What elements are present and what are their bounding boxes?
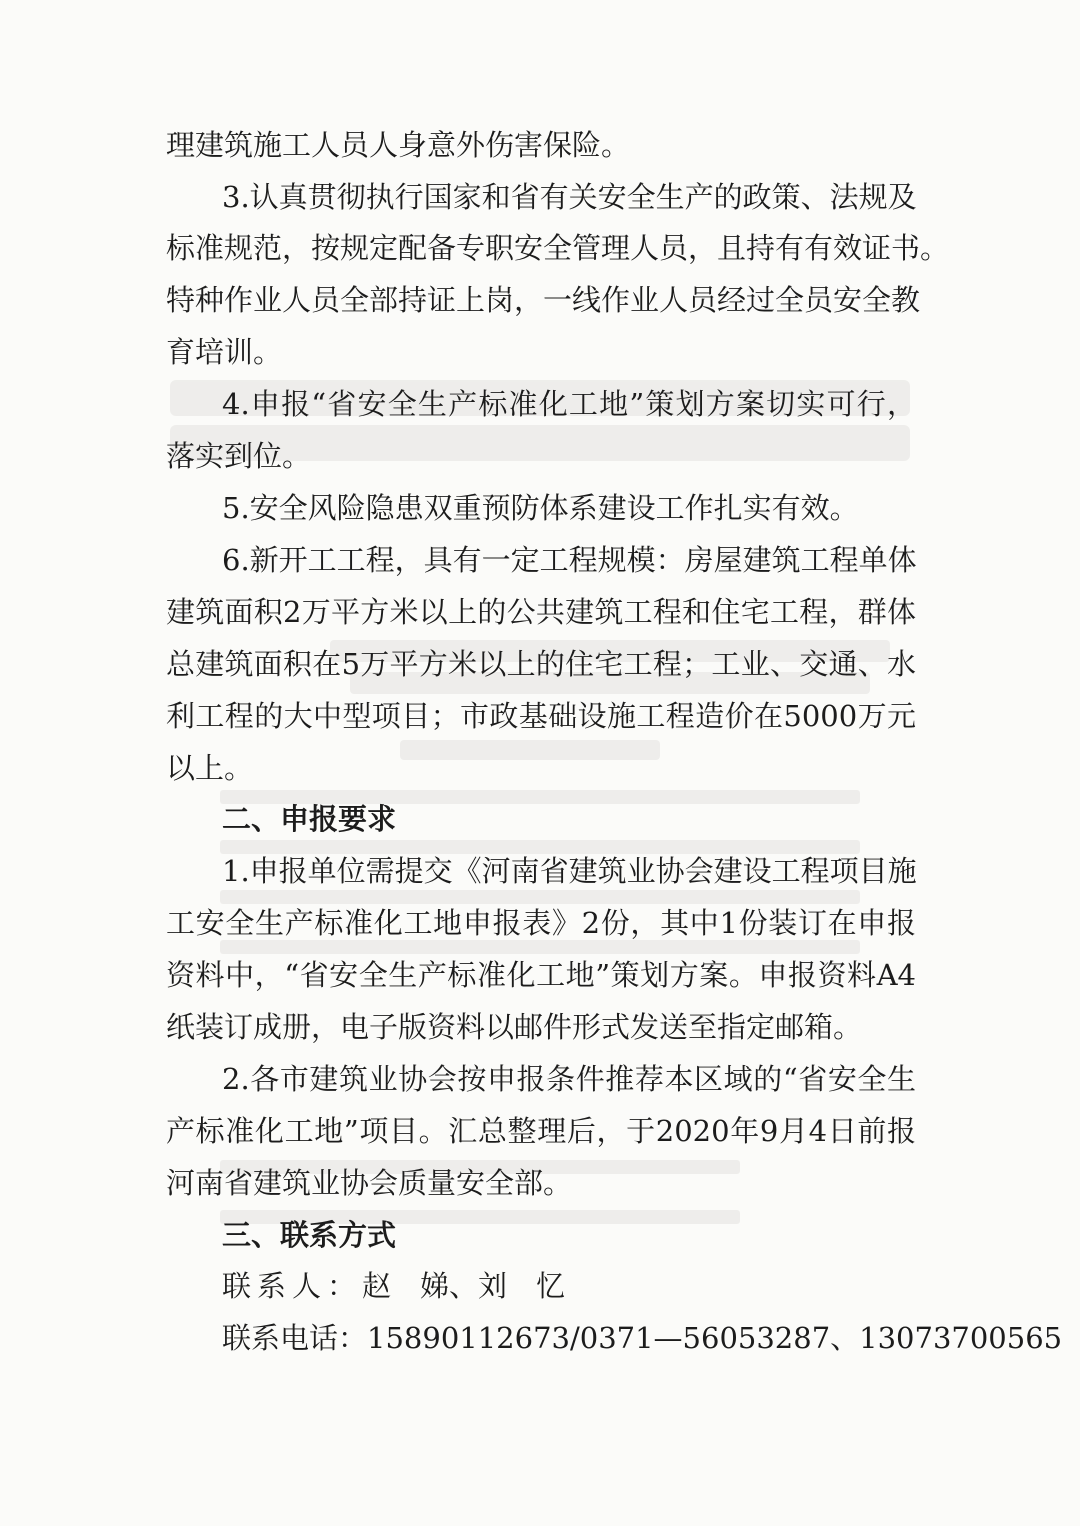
body-line-6: 4.申报“省安全生产标准化工地”策划方案切实可行， xyxy=(222,387,916,421)
contact-phone-value: 15890112673/0371—56053287、13073700565 xyxy=(367,1321,1063,1355)
contact-phone-line xyxy=(222,1320,1063,1356)
body-line-3: 标准规范，按规定配备专职安全管理人员，且持有有效证书。 xyxy=(166,231,950,265)
body-line-19: 2.各市建筑业协会按申报条件推荐本区域的“省安全生 xyxy=(222,1062,916,1096)
body-line-16: 工安全生产标准化工地申报表》2份，其中1份装订在申报 xyxy=(166,906,916,940)
contact-person-label: 联系人： xyxy=(222,1269,363,1303)
body-line-10: 建筑面积2万平方米以上的公共建筑工程和住宅工程，群体 xyxy=(166,595,916,629)
body-line-2: 3.认真贯彻执行国家和省有关安全生产的政策、法规及 xyxy=(222,180,917,214)
body-line-17: 资料中，“省安全生产标准化工地”策划方案。申报资料A4 xyxy=(166,958,916,992)
body-line-15: 1.申报单位需提交《河南省建筑业协会建设工程项目施 xyxy=(222,854,917,888)
body-line-1: 理建筑施工人员人身意外伤害保险。 xyxy=(166,128,631,162)
body-line-12: 利工程的大中型项目；市政基础设施工程造价在5000万元 xyxy=(166,699,916,733)
body-line-11: 总建筑面积在5万平方米以上的住宅工程；工业、交通、水 xyxy=(166,647,916,681)
contact-phone-label: 联系电话： xyxy=(222,1321,368,1355)
body-line-21: 河南省建筑业协会质量安全部。 xyxy=(166,1166,573,1200)
section-heading-requirements: 二、申报要求 xyxy=(222,802,397,836)
body-line-18: 纸装订成册，电子版资料以邮件形式发送至指定邮箱。 xyxy=(166,1010,863,1044)
contact-person-line xyxy=(222,1268,922,1304)
body-line-20: 产标准化工地”项目。汇总整理后，于2020年9月4日前报 xyxy=(166,1114,916,1148)
body-line-9: 6.新开工工程，具有一定工程规模：房屋建筑工程单体 xyxy=(222,543,917,577)
body-line-7: 落实到位。 xyxy=(166,439,312,473)
body-line-5: 育培训。 xyxy=(166,335,283,369)
section-heading-contact: 三、联系方式 xyxy=(222,1218,397,1252)
contact-person-value: 赵 娣、刘 忆 xyxy=(362,1269,566,1303)
body-line-13: 以上。 xyxy=(166,751,254,785)
body-line-8: 5.安全风险隐患双重预防体系建设工作扎实有效。 xyxy=(222,491,859,525)
body-line-4: 特种作业人员全部持证上岗，一线作业人员经过全员安全教 xyxy=(166,283,921,317)
